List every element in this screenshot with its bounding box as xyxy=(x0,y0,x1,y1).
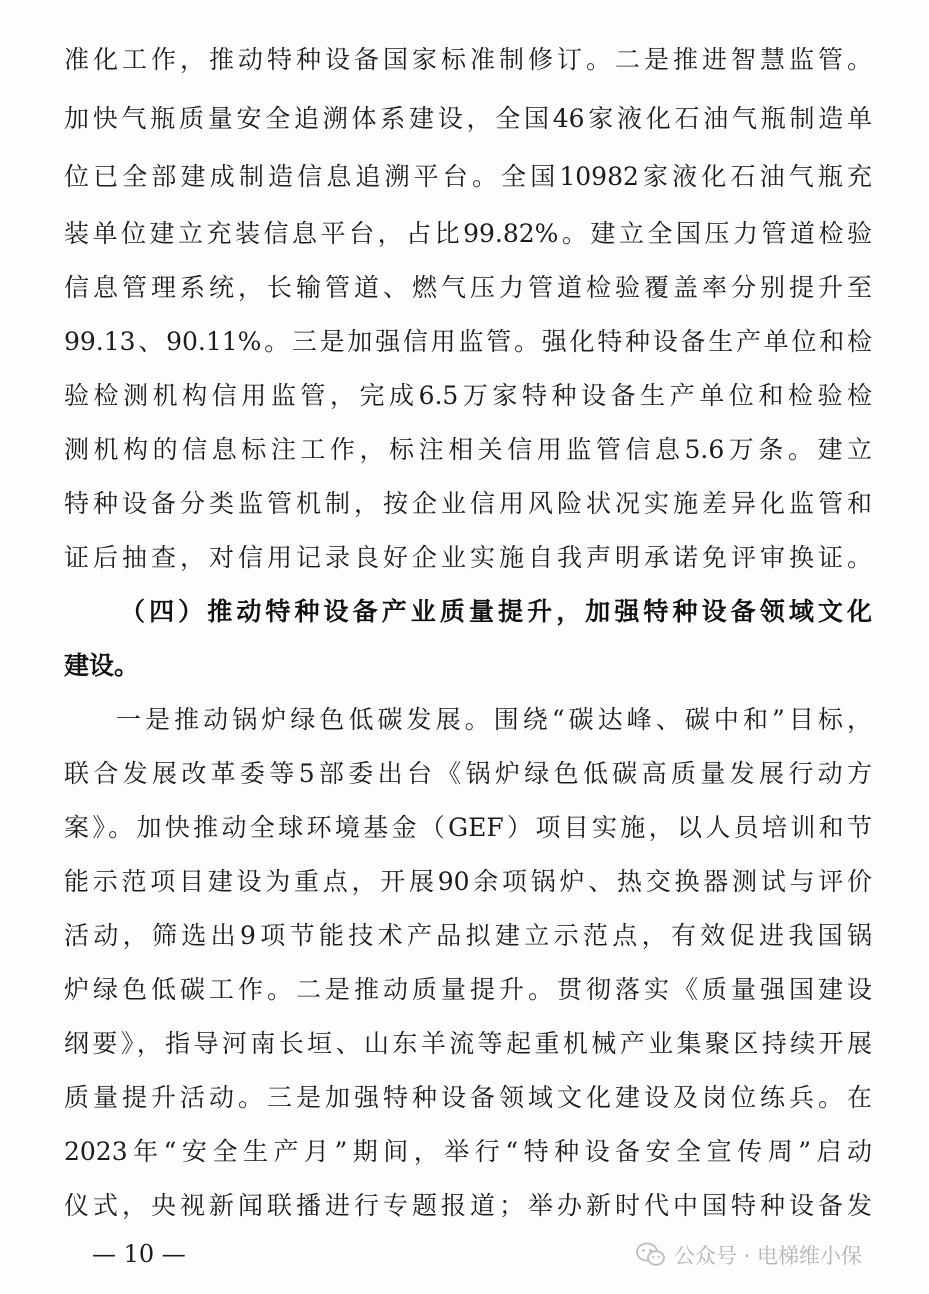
text-line: 装单位建立充装信息平台，占比99.82%。建立全国压力管道检验 xyxy=(64,219,872,248)
text-line: 纲要》，指导河南长垣、山东羊流等起重机械产业集聚区持续开展 xyxy=(64,1029,872,1058)
text-line: 特种设备分类监管机制，按企业信用风险状况实施差异化监管和 xyxy=(64,489,872,518)
text-line: 测机构的信息标注工作，标注相关信用监管信息5.6万条。建立 xyxy=(64,435,872,464)
text-line: 仪式，央视新闻联播进行专题报道；举办新时代中国特种设备发 xyxy=(64,1191,872,1220)
text-line: 位已全部建成制造信息追溯平台。全国10982家液化石油气瓶充 xyxy=(64,162,872,191)
text-line: 验检测机构信用监管，完成6.5万家特种设备生产单位和检验检 xyxy=(64,381,872,410)
text-line: 联合发展改革委等5部委出台《锅炉绿色低碳高质量发展行动方 xyxy=(64,759,872,788)
watermark-text: 公众号 · 电梯维小保 xyxy=(674,1244,863,1268)
text-line: 99.13、90.11%。三是加强信用监管。强化特种设备生产单位和检 xyxy=(64,327,872,356)
text-line: 质量提升活动。三是加强特种设备领域文化建设及岗位练兵。在 xyxy=(64,1083,872,1112)
wechat-icon xyxy=(636,1242,666,1268)
text-line: 活动，筛选出9项节能技术产品拟建立示范点，有效促进我国锅 xyxy=(64,921,872,950)
text-line: 2023年“安全生产月”期间，举行“特种设备安全宣传周”启动 xyxy=(64,1137,872,1166)
watermark xyxy=(636,1238,862,1272)
text-line: 准化工作，推动特种设备国家标准制修订。二是推进智慧监管。 xyxy=(64,45,872,74)
paragraph-first-line: 一是推动锅炉绿色低碳发展。围绕“碳达峰、碳中和”目标， xyxy=(116,705,872,734)
text-line: 案》。加快推动全球环境基金（GEF）项目实施，以人员培训和节 xyxy=(64,813,872,842)
section-heading: （四）推动特种设备产业质量提升，加强特种设备领域文化 xyxy=(120,597,872,626)
text-line: 炉绿色低碳工作。二是推动质量提升。贯彻落实《质量强国建设 xyxy=(64,975,872,1004)
page-number: — 10 — xyxy=(92,1240,186,1268)
text-line: 能示范项目建设为重点，开展90余项锅炉、热交换器测试与评价 xyxy=(64,867,872,896)
section-heading-continuation: 建设。 xyxy=(64,651,140,680)
text-line: 信息管理系统，长输管道、燃气压力管道检验覆盖率分别提升至 xyxy=(64,273,872,302)
text-line: 加快气瓶质量安全追溯体系建设，全国46家液化石油气瓶制造单 xyxy=(64,104,872,133)
text-line: 证后抽查，对信用记录良好企业实施自我声明承诺免评审换证。 xyxy=(64,543,872,572)
